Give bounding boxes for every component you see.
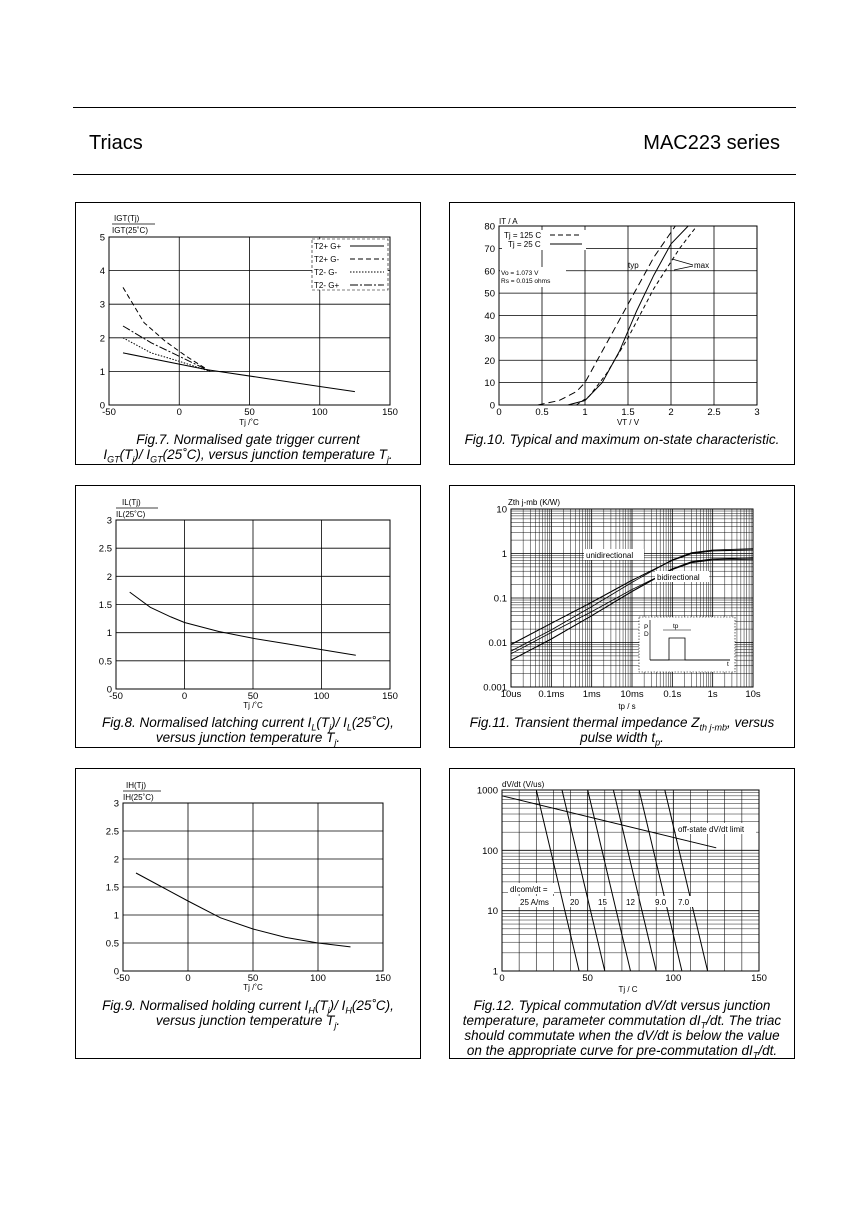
fig12-offstate-label: off-state dV/dt limit xyxy=(678,825,745,834)
fig10-ytick: 60 xyxy=(484,266,495,278)
fig12-caption-3: should commutate when the dV/dt is below the value xyxy=(464,1028,780,1043)
header-right: MAC223 series xyxy=(643,132,780,154)
fig12-series-5 xyxy=(639,790,682,971)
fig12-dicom-label: dIcom/dt = xyxy=(510,885,548,894)
fig8-chart xyxy=(76,486,420,747)
fig11-ytick: 10 xyxy=(496,504,507,516)
fig8-xtick: -50 xyxy=(109,691,123,702)
fig8-ytick: 2 xyxy=(106,571,112,583)
fig7-legend-2: T2- G- xyxy=(314,268,338,277)
fig12-xtick: 50 xyxy=(582,973,593,984)
fig11-panel xyxy=(449,485,795,748)
fig12-xtick: 100 xyxy=(665,973,682,984)
fig12-curve-label-1: 20 xyxy=(570,898,579,907)
fig12-series-6 xyxy=(665,790,708,971)
fig12-xtick: 150 xyxy=(751,973,767,984)
fig12-series-2 xyxy=(562,790,605,971)
fig9-xtick: -50 xyxy=(116,973,130,984)
fig12-curve-label-3: 12 xyxy=(626,898,635,907)
fig8-ylabel-num: IL(Tj) xyxy=(122,498,141,507)
fig8-ytick: 3 xyxy=(106,515,112,527)
fig10-xtick: 0.5 xyxy=(535,407,549,418)
fig11-inset-t: t xyxy=(727,661,729,668)
fig10-caption: Fig.10. Typical and maximum on-state characteristic. xyxy=(464,432,780,447)
fig11-ytick: 0.1 xyxy=(493,593,507,605)
fig12-ytick: 1 xyxy=(492,966,498,978)
fig7-chart xyxy=(76,203,420,464)
fig10-ytick: 40 xyxy=(484,311,495,322)
fig10-typ-label: typ xyxy=(628,261,639,270)
fig10-ytick: 10 xyxy=(484,378,495,390)
fig11-inset-tp: tp xyxy=(673,623,679,630)
fig8-xtick: 50 xyxy=(247,691,259,702)
fig8-ytick: 0.5 xyxy=(98,656,112,668)
fig8-xtick: 100 xyxy=(313,691,330,702)
fig8-xtick: 0 xyxy=(181,691,188,702)
fig12-xlabel: Tj / C xyxy=(618,985,638,994)
fig8-ytick: 1.5 xyxy=(98,600,112,611)
fig11-bi-label: bidirectional xyxy=(657,573,700,582)
fig9-ylabel-num: IH(Tj) xyxy=(126,781,146,790)
fig12-ytick: 10 xyxy=(487,906,498,918)
fig11-xtick: 1s xyxy=(707,689,718,700)
fig9-xtick: 150 xyxy=(375,973,391,984)
fig12-series-4 xyxy=(613,790,656,971)
fig10-rs: Rs = 0.015 ohms xyxy=(501,278,551,285)
fig10-ytick: 30 xyxy=(484,333,495,345)
fig8-ylabel-den: IL(25˚C) xyxy=(116,510,146,519)
fig12-caption-2: temperature, parameter commutation $dI_T/dt$. The triac xyxy=(462,1013,782,1031)
header-rule xyxy=(73,174,796,175)
fig10-ylabel: IT / A xyxy=(499,217,518,226)
fig7-legend-3: T2- G+ xyxy=(314,281,340,290)
fig10-ytick: 80 xyxy=(484,221,495,233)
fig10-xtick: 2 xyxy=(668,407,674,418)
fig7-legend-0: T2+ G+ xyxy=(314,242,342,251)
fig10-max-arrow-2 xyxy=(674,266,693,270)
fig10-panel xyxy=(449,202,795,465)
fig9-xtick: 100 xyxy=(310,973,326,984)
fig12-series-1 xyxy=(536,790,579,971)
fig10-xtick: 2.5 xyxy=(707,407,721,418)
fig11-xlabel: tp / s xyxy=(618,702,636,711)
fig9-ytick: 1 xyxy=(113,910,119,922)
fig12-curve-label-0: 25 A/ms xyxy=(520,898,549,907)
fig9-ytick: 0 xyxy=(113,966,119,978)
fig10-vo: Vo = 1.073 V xyxy=(501,270,539,277)
fig7-ytick: 4 xyxy=(99,266,105,278)
header-left: Triacs xyxy=(89,132,143,154)
fig7-xtick: -50 xyxy=(102,407,116,418)
fig7-ytick: 3 xyxy=(99,299,105,311)
fig11-ylabel: Zth j-mb (K/W) xyxy=(508,498,560,507)
fig8-xlabel: Tj /˚C xyxy=(243,701,263,710)
fig12-panel xyxy=(449,768,795,1059)
fig9-ytick: 3 xyxy=(113,798,119,810)
fig11-xtick: 1ms xyxy=(582,689,601,700)
fig11-xtick: 10s xyxy=(745,689,761,700)
fig11-chart xyxy=(450,486,794,747)
fig7-ytick: 5 xyxy=(99,232,105,244)
fig10-xtick: 3 xyxy=(754,407,760,418)
fig12-plot-frame xyxy=(502,790,759,971)
fig8-panel xyxy=(75,485,421,748)
fig9-ylabel-den: IH(25˚C) xyxy=(123,793,154,802)
fig9-caption-1: Fig.9. Normalised holding current $I_H(T_j)/$ $I_H(25˚C)$, xyxy=(102,998,394,1016)
fig8-ytick: 2.5 xyxy=(98,543,112,555)
fig10-xtick: 1.5 xyxy=(621,407,635,418)
fig7-xtick: 100 xyxy=(311,407,328,418)
fig7-xtick: 50 xyxy=(244,407,255,418)
fig12-ytick: 1000 xyxy=(476,785,498,797)
fig11-uni-label: unidirectional xyxy=(586,551,634,560)
fig11-xtick: 10ms xyxy=(620,689,644,700)
fig10-chart xyxy=(450,203,794,464)
fig10-xtick: 0 xyxy=(496,407,502,418)
fig11-ytick: 0.001 xyxy=(483,682,507,694)
fig12-curve-label-4: 9.0 xyxy=(655,898,667,907)
fig11-ytick: 1 xyxy=(501,549,507,560)
fig9-ytick: 2 xyxy=(113,854,119,866)
fig11-xtick: 10us xyxy=(500,689,522,700)
fig10-legend-0: Tj = 125 C xyxy=(504,231,542,240)
fig9-ytick: 1.5 xyxy=(105,882,119,894)
fig12-caption-1: Fig.12. Typical commutation dV/dt versus junction xyxy=(473,998,771,1013)
fig12-ytick: 100 xyxy=(482,845,498,857)
fig11-inset-box xyxy=(639,617,735,672)
fig9-caption-2: versus junction temperature $T_j$. xyxy=(155,1013,341,1031)
fig8-ytick: 0 xyxy=(106,684,112,696)
fig11-xtick: 0.1s xyxy=(663,689,682,700)
fig7-panel xyxy=(75,202,421,465)
fig7-legend-1: T2+ G- xyxy=(314,255,340,264)
fig7-series-2 xyxy=(123,338,210,372)
fig11-caption-2: pulse width $t_p$. xyxy=(580,730,664,748)
fig7-caption-1: Fig.7. Normalised gate trigger current xyxy=(136,432,360,447)
fig7-ylabel-den: IGT(25˚C) xyxy=(112,226,148,235)
fig9-xtick: 50 xyxy=(247,973,259,984)
fig8-caption-1: Fig.8. Normalised latching current $I_L(T_j)/$ $I_L(25˚C)$, xyxy=(102,715,394,733)
fig11-inset-d: D xyxy=(644,631,649,638)
fig7-ylabel-num: IGT(Tj) xyxy=(114,214,140,223)
fig11-caption-1: Fig.11. Transient thermal impedance $Z_{th j-mb}$, versus xyxy=(469,715,775,733)
fig10-ytick: 0 xyxy=(489,400,495,412)
fig11-ytick: 0.01 xyxy=(488,638,507,649)
fig10-ytick: 20 xyxy=(484,355,495,367)
fig12-xtick: 0 xyxy=(499,973,505,984)
fig7-xlabel: Tj /˚C xyxy=(239,418,259,427)
fig7-caption-2: $I_{GT}(T_j)/$ $I_{GT}(25˚C)$, versus junction temperature $T_j$. xyxy=(103,447,393,465)
fig7-xtick: 150 xyxy=(382,407,398,418)
fig12-curve-label-5: 7.0 xyxy=(678,898,690,907)
fig9-ytick: 0.5 xyxy=(105,938,119,950)
fig7-xtick: 0 xyxy=(176,407,182,418)
fig7-ytick: 2 xyxy=(99,333,105,345)
fig12-curve-label-2: 15 xyxy=(598,898,607,907)
fig12-caption-4: on the appropriate curve for pre-commutation $dI_T/dt$. xyxy=(466,1043,778,1061)
fig10-max-arrow-1 xyxy=(672,259,693,265)
fig9-xlabel: Tj /˚C xyxy=(243,983,263,992)
fig10-ytick: 70 xyxy=(484,243,495,255)
fig12-ylabel: dV/dt (V/us) xyxy=(502,780,545,789)
fig11-inset-p: P xyxy=(644,624,649,631)
fig10-max-label: max xyxy=(694,261,710,270)
fig9-panel xyxy=(75,768,421,1059)
fig7-ytick: 1 xyxy=(99,366,105,378)
fig8-caption-2: versus junction temperature $T_j$. xyxy=(155,730,341,748)
top-rule xyxy=(73,107,796,108)
fig7-ytick: 0 xyxy=(99,400,105,412)
fig8-xtick: 150 xyxy=(382,691,398,702)
fig10-ytick: 50 xyxy=(484,288,495,300)
fig10-xlabel: VT / V xyxy=(616,418,640,427)
fig7-series-3 xyxy=(123,326,210,371)
fig10-xtick: 1 xyxy=(582,407,588,418)
fig9-ytick: 2.5 xyxy=(105,826,119,838)
fig7-series-1 xyxy=(123,287,210,371)
fig9-xtick: 0 xyxy=(185,973,191,984)
fig8-ytick: 1 xyxy=(106,628,112,640)
fig11-xtick: 0.1ms xyxy=(538,689,565,700)
fig10-legend-1: Tj = 25 C xyxy=(508,240,541,249)
fig12-series-3 xyxy=(588,790,631,971)
